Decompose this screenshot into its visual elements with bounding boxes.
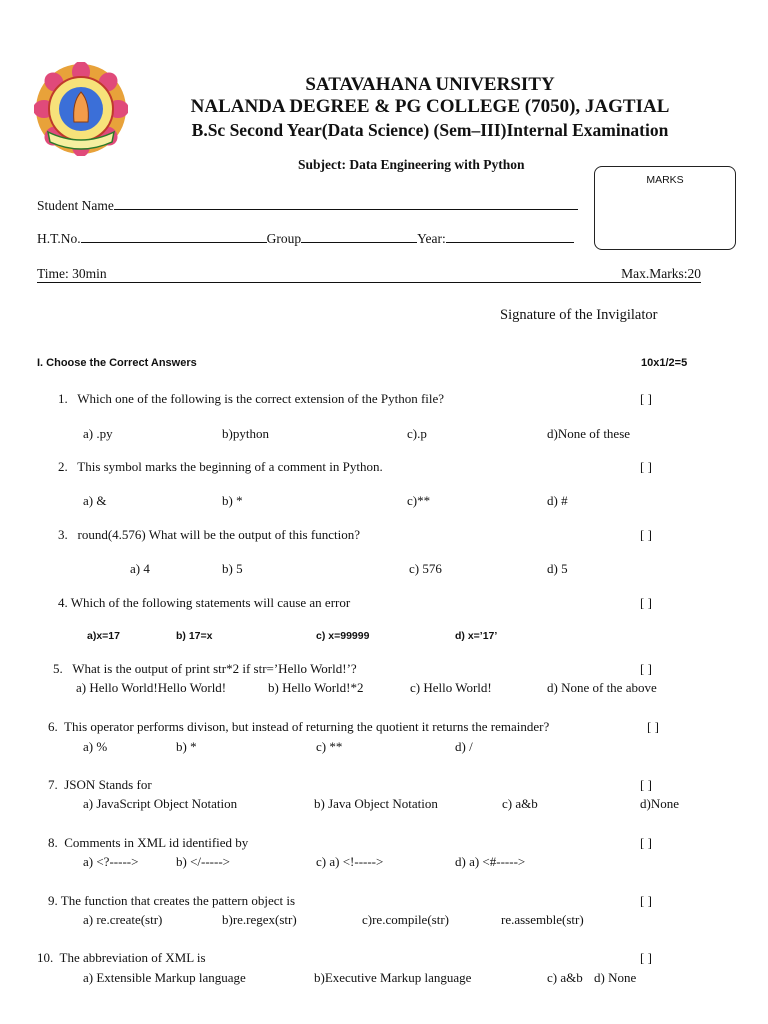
question-number: 10.	[37, 950, 54, 965]
answer-bracket[interactable]: [ ]	[640, 661, 652, 676]
answer-bracket[interactable]: [ ]	[640, 835, 652, 850]
question-number: 1.	[58, 391, 68, 406]
question-number: 7.	[48, 777, 58, 792]
marks-label: MARKS	[646, 174, 684, 186]
question-text: This symbol marks the beginning of a comment in Python.	[77, 459, 383, 474]
section-title: I. Choose the Correct Answers	[37, 357, 197, 369]
option-b: b)python	[222, 426, 269, 441]
option-d: d) #	[547, 493, 568, 508]
option-c: c) **	[316, 739, 343, 754]
option-d: d)None	[640, 796, 679, 811]
option-c: c) 576	[409, 561, 442, 576]
group-blank[interactable]	[301, 231, 417, 243]
group-label: Group	[266, 231, 302, 246]
answer-bracket[interactable]: [ ]	[640, 527, 652, 542]
question-7	[48, 777, 152, 793]
answer-bracket[interactable]: [ ]	[640, 893, 652, 908]
question-6	[48, 719, 549, 735]
option-d: d) x=’17’	[455, 630, 498, 642]
question-text: The function that creates the pattern object is	[60, 893, 296, 908]
question-10	[37, 950, 206, 966]
option-a: a) re.create(str)	[83, 912, 163, 927]
option-c: c) x=99999	[316, 630, 370, 642]
time-row	[37, 266, 701, 283]
option-b: b) 17=x	[176, 630, 213, 642]
section-score: 10x1/2=5	[641, 357, 688, 369]
question-number: 8.	[48, 835, 58, 850]
option-a: a) %	[83, 739, 108, 754]
question-text: JSON Stands for	[64, 777, 152, 792]
option-a: a) 4	[130, 561, 150, 576]
option-c: c) a&b	[502, 796, 538, 811]
option-a: a) Extensible Markup language	[83, 970, 246, 985]
question-number: 4.	[58, 595, 68, 610]
option-d: d) None	[594, 970, 637, 985]
option-d: d) /	[455, 739, 473, 754]
ht-row	[37, 231, 574, 247]
college-logo	[34, 62, 128, 156]
option-c: c)re.compile(str)	[362, 912, 449, 927]
marks-box	[594, 166, 736, 250]
option-b: b) 5	[222, 561, 243, 576]
answer-bracket[interactable]: [ ]	[640, 777, 652, 792]
question-text: This operator performs divison, but instead of returning the quotient it returns the remainder?	[64, 719, 550, 734]
option-c: c) Hello World!	[410, 680, 492, 695]
student-name-blank[interactable]	[114, 198, 578, 210]
question-number: 2.	[58, 459, 68, 474]
question-text: The abbreviation of XML is	[59, 950, 206, 965]
question-3	[58, 527, 360, 543]
option-b: b) </----->	[176, 854, 230, 869]
option-a: a) .py	[83, 426, 113, 441]
college-name: NALANDA DEGREE & PG COLLEGE (7050), JAGTIAL	[190, 96, 670, 117]
ht-no-blank[interactable]	[81, 231, 267, 243]
option-a: a) &	[83, 493, 107, 508]
option-d: d) 5	[547, 561, 568, 576]
option-b: b)re.regex(str)	[222, 912, 297, 927]
lotus-petals-icon	[34, 62, 128, 156]
option-c: c).p	[407, 426, 427, 441]
option-b: b)Executive Markup language	[314, 970, 472, 985]
option-b: b) Hello World!*2	[268, 680, 364, 695]
option-b: b) Java Object Notation	[314, 796, 438, 811]
year-blank[interactable]	[446, 231, 574, 243]
question-number: 9.	[48, 893, 58, 908]
time-label: Time: 30min	[37, 266, 107, 281]
answer-bracket[interactable]: [ ]	[640, 595, 652, 610]
student-name-label: Student Name	[37, 198, 114, 213]
question-text: Comments in XML id identified by	[64, 835, 249, 850]
question-5	[53, 661, 357, 677]
answer-bracket[interactable]: [ ]	[647, 719, 659, 734]
question-9	[48, 893, 295, 909]
question-text: Which one of the following is the correct extension of the Python file?	[77, 391, 445, 406]
question-text: round(4.576) What will be the output of this function?	[77, 527, 360, 542]
answer-bracket[interactable]: [ ]	[640, 391, 652, 406]
question-8	[48, 835, 248, 851]
ht-no-label: H.T.No.	[37, 231, 81, 246]
option-c: c) a&b	[547, 970, 583, 985]
option-b: b) *	[222, 493, 243, 508]
option-a: a) Hello World!Hello World!	[76, 680, 227, 695]
option-d: d) None of the above	[547, 680, 657, 695]
question-4	[58, 595, 350, 611]
invigilator-signature: Signature of the Invigilator	[500, 307, 658, 323]
option-a: a) <?----->	[83, 854, 139, 869]
question-number: 3.	[58, 527, 68, 542]
option-a: a) JavaScript Object Notation	[83, 796, 238, 811]
max-marks-label: Max.Marks:20	[621, 266, 701, 281]
question-text: What is the output of print str*2 if str=’Hello World!’?	[72, 661, 357, 676]
question-number: 5.	[53, 661, 63, 676]
answer-bracket[interactable]: [ ]	[640, 950, 652, 965]
university-name: SATAVAHANA UNIVERSITY	[305, 74, 555, 95]
answer-bracket[interactable]: [ ]	[640, 459, 652, 474]
student-name-row	[37, 198, 578, 214]
option-d: d)None of these	[547, 426, 631, 441]
option-d: re.assemble(str)	[501, 912, 584, 927]
question-2	[58, 459, 383, 475]
option-a: a)x=17	[87, 630, 120, 642]
option-b: b) *	[176, 739, 197, 754]
subject-line: Subject: Data Engineering with Python	[298, 157, 525, 172]
option-c: c) a) <!----->	[316, 854, 384, 869]
question-number: 6.	[48, 719, 58, 734]
year-label: Year:	[417, 231, 446, 246]
question-text: Which of the following statements will cause an error	[70, 595, 351, 610]
option-d: d) a) <#----->	[455, 854, 526, 869]
exam-title: B.Sc Second Year(Data Science) (Sem–III)Internal Examination	[191, 120, 669, 140]
option-c: c)**	[407, 493, 431, 508]
question-1	[58, 391, 444, 407]
